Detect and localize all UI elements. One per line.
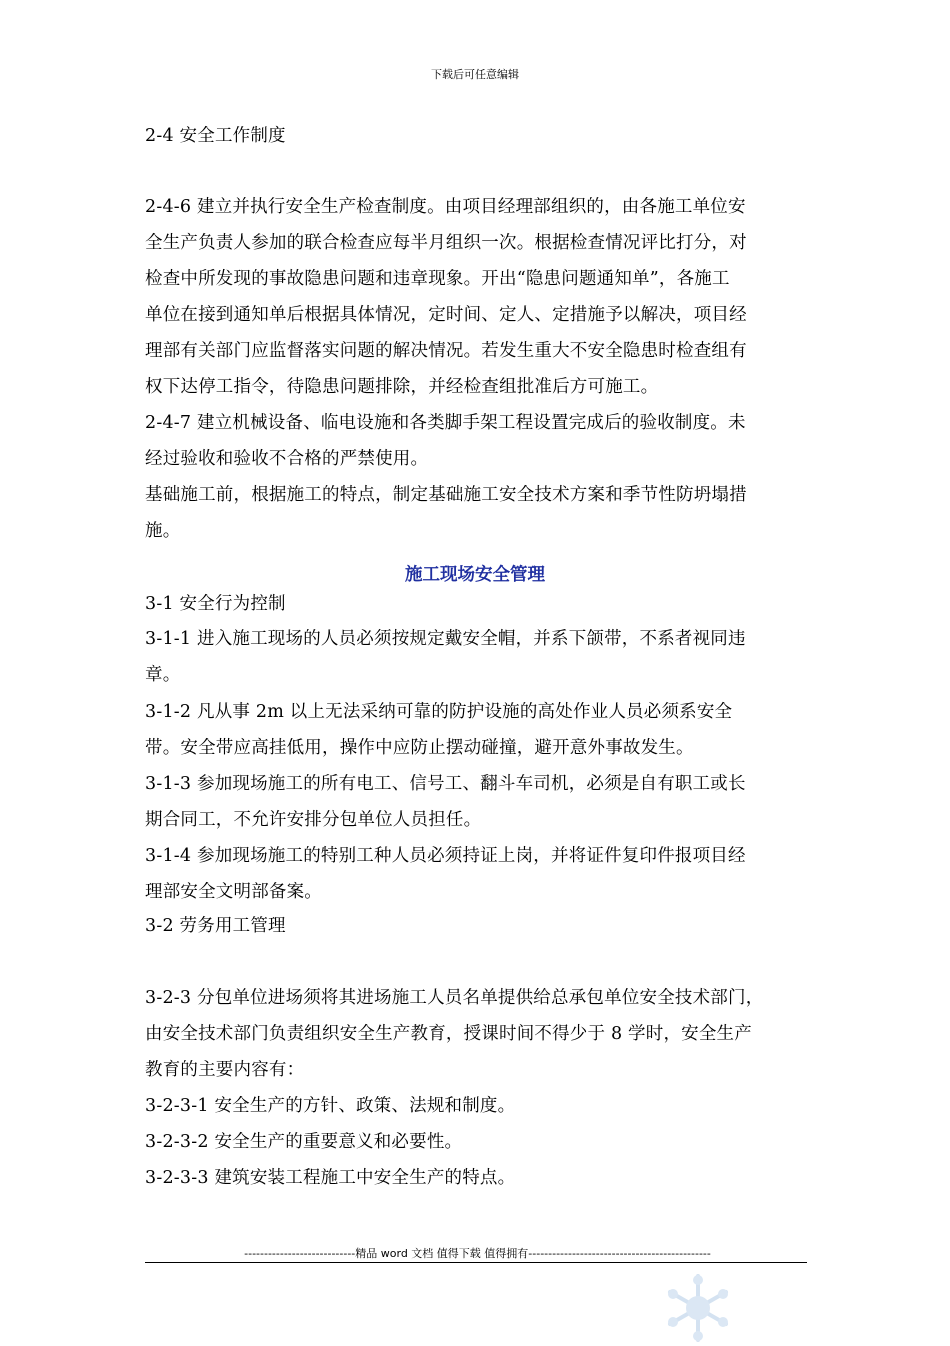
snowflake-watermark-icon <box>660 1270 736 1346</box>
paragraph-line: 章。 <box>145 665 181 685</box>
paragraph-line: 3-1-4 参加现场施工的特别工种人员必须持证上岗，并将证件复印件报项目经 <box>145 846 746 866</box>
paragraph-line: 3-2-3 分包单位进场须将其进场施工人员名单提供给总承包单位安全技术部门， <box>145 988 764 1008</box>
paragraph-line: 理部安全文明部备案。 <box>145 882 322 902</box>
paragraph-line: 2-4-6 建立并执行安全生产检查制度。由项目经理部组织的，由各施工单位安 <box>145 197 746 217</box>
paragraph-line: 经过验收和验收不合格的严禁使用。 <box>145 449 429 469</box>
paragraph-line: 教育的主要内容有： <box>145 1060 305 1080</box>
paragraph-line: 由安全技术部门负责组织安全生产教育，授课时间不得少于 8 学时，安全生产 <box>145 1024 752 1044</box>
paragraph-line: 单位在接到通知单后根据具体情况，定时间、定人、定措施予以解决，项目经 <box>145 305 747 325</box>
paragraph-line: 检查中所发现的事故隐患问题和违章现象。开出“隐患问题通知单”，各施工 <box>145 269 730 289</box>
page-footer: ----------------------------精品 word 文档 值得下载 值得拥有---------------------------------------------- <box>244 1247 711 1260</box>
paragraph-line: 3-1-1 进入施工现场的人员必须按规定戴安全帽，并系下颌带，不系者视同违 <box>145 629 746 649</box>
list-item: 3-2-3-2 安全生产的重要意义和必要性。 <box>145 1132 463 1152</box>
list-item: 3-2-3-1 安全生产的方针、政策、法规和制度。 <box>145 1096 516 1116</box>
paragraph-line: 施。 <box>145 521 181 541</box>
paragraph-line: 理部有关部门应监督落实问题的解决情况。若发生重大不安全隐患时检查组有 <box>145 341 747 361</box>
paragraph-line: 全生产负责人参加的联合检查应每半月组织一次。根据检查情况评比打分，对 <box>145 233 747 253</box>
paragraph-line: 2-4-7 建立机械设备、临电设施和各类脚手架工程设置完成后的验收制度。未 <box>145 413 746 433</box>
paragraph-line: 权下达停工指令，待隐患问题排除，并经检查组批准后方可施工。 <box>145 377 659 397</box>
heading-2-4: 2-4 安全工作制度 <box>145 126 286 146</box>
paragraph-line: 期合同工，不允许安排分包单位人员担任。 <box>145 810 482 830</box>
footer-rule <box>145 1262 807 1263</box>
list-item: 3-2-3-3 建筑安装工程施工中安全生产的特点。 <box>145 1168 516 1188</box>
page-header: 下载后可任意编辑 <box>431 68 519 81</box>
paragraph-line: 3-1-3 参加现场施工的所有电工、信号工、翻斗车司机，必须是自有职工或长 <box>145 774 746 794</box>
heading-3-1: 3-1 安全行为控制 <box>145 594 286 614</box>
paragraph-line: 带。安全带应高挂低用，操作中应防止摆动碰撞，避开意外事故发生。 <box>145 738 694 758</box>
heading-3-2: 3-2 劳务用工管理 <box>145 916 286 936</box>
paragraph-line: 基础施工前，根据施工的特点，制定基础施工安全技术方案和季节性防坍塌措 <box>145 485 747 505</box>
paragraph-line: 3-1-2 凡从事 2m 以上无法采纳可靠的防护设施的高处作业人员必须系安全 <box>145 702 733 722</box>
section-title: 施工现场安全管理 <box>405 565 545 585</box>
